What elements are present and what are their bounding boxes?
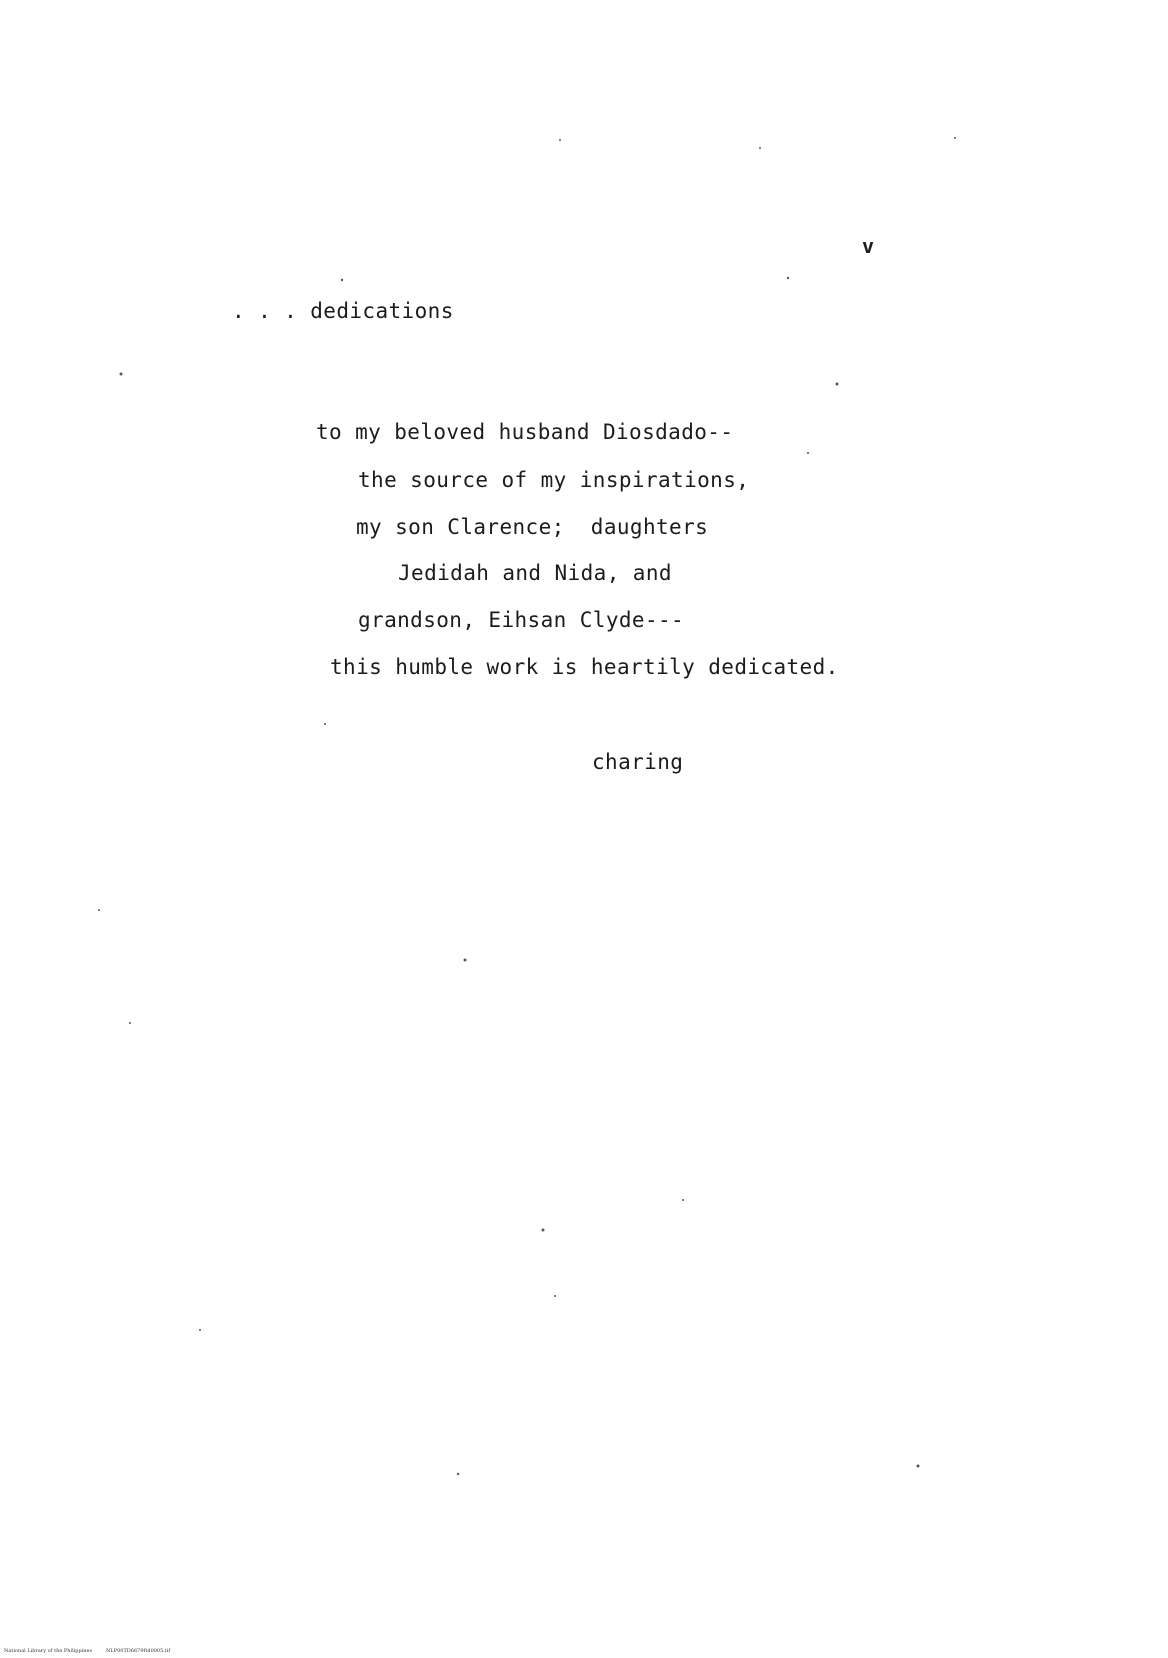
footer-file: NLP00TD6679ftd0005.tif [106,1648,171,1654]
footer-library: National Library of the Philippines [4,1648,93,1654]
dedication-line: my son Clarence; daughters [356,515,709,539]
dedication-line: grandson, Eihsan Clyde--- [358,608,685,632]
section-heading: . . . dedications [232,299,454,323]
signature: charing [592,750,684,774]
dedication-line: this humble work is heartily dedicated. [330,655,839,679]
dedication-line: Jedidah and Nida, and [398,561,672,585]
scan-footer [4,1648,184,1654]
page-number: v [862,234,875,258]
dedication-line: the source of my inspirations, [358,468,750,492]
dedication-line: to my beloved husband Diosdado-- [316,420,734,444]
